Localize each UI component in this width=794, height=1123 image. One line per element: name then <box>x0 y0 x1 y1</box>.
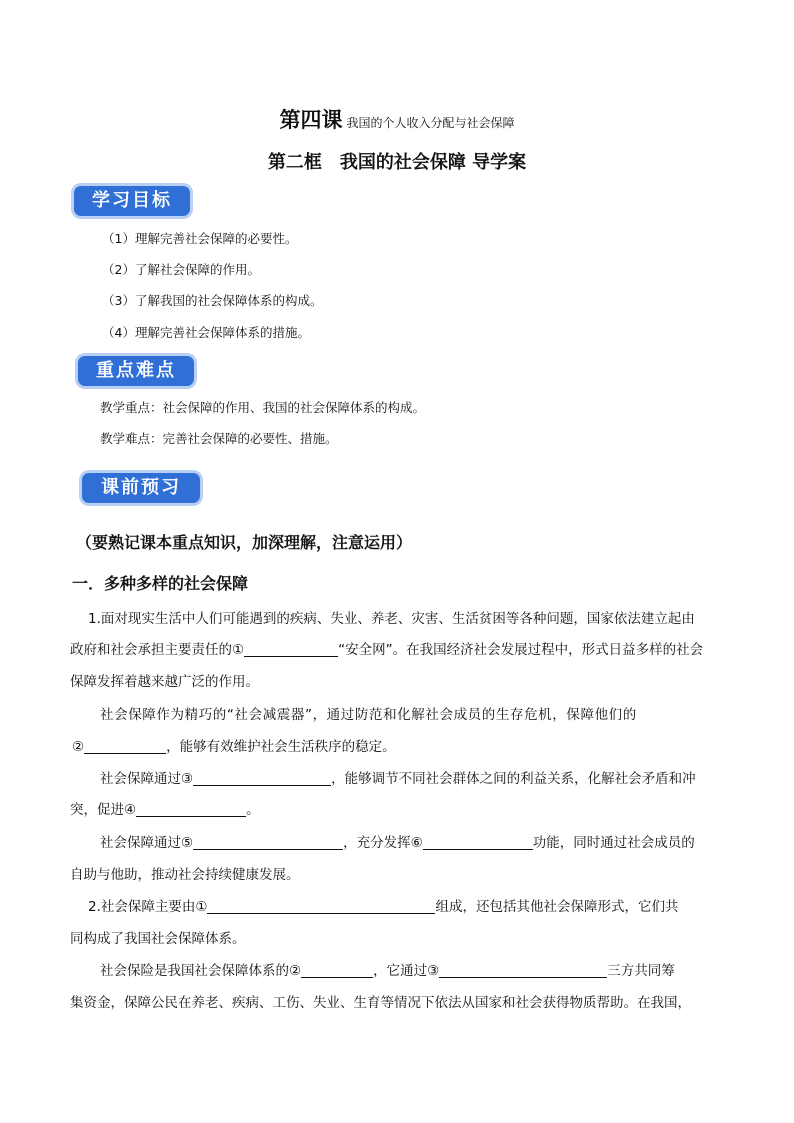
fill-blank[interactable] <box>207 899 435 914</box>
text-run: ，能够调节不同社会群体之间的利益关系，化解社会矛盾和冲 <box>331 771 696 787</box>
teaching-difficulty: 教学难点：完善社会保障的必要性、措施。 <box>100 431 338 446</box>
page-title <box>0 104 794 134</box>
text-run: 社会保险是我国社会保障体系的② <box>100 963 302 979</box>
text-run: 社会保障通过③ <box>100 771 194 787</box>
text-run: 社会保障通过⑤ <box>100 835 194 851</box>
text-run: ，它通过③ <box>373 963 440 979</box>
paragraph-line <box>100 962 675 980</box>
objective-item: （4）理解完善社会保障体系的措施。 <box>102 325 310 340</box>
text-run: 功能，同时通过社会成员的 <box>532 835 695 851</box>
text-run: 政府和社会承担主要责任的① <box>70 642 245 658</box>
objective-item: （3）了解我国的社会保障体系的构成。 <box>102 293 323 308</box>
paragraph-line: 社会保障作为精巧的“社会减震器”，通过防范和化解社会成员的生存危机，保障他们的 <box>100 707 637 723</box>
preview-note: （要熟记课本重点知识，加深理解，注意运用） <box>76 533 413 552</box>
fill-blank[interactable] <box>301 963 373 978</box>
teaching-focus: 教学重点：社会保障的作用、我国的社会保障体系的构成。 <box>100 400 426 415</box>
paragraph-line <box>100 834 695 852</box>
lesson-title: 第四课 <box>279 107 343 132</box>
fill-blank[interactable] <box>136 802 246 817</box>
fill-blank[interactable] <box>244 642 338 657</box>
paragraph-line: 同构成了我国社会保障体系。 <box>70 931 246 947</box>
paragraph-line: 自助与他助，推动社会持续健康发展。 <box>70 867 300 883</box>
objective-item: （2）了解社会保障的作用。 <box>102 262 260 277</box>
paragraph-line: 保障发挥着越来越广泛的作用。 <box>70 674 259 690</box>
document-title: 第二框 我国的社会保障 导学案 <box>267 152 527 173</box>
paragraph-line: 1.面对现实生活中人们可能遇到的疾病、失业、养老、灾害、生活贫困等各种问题，国家依法建立起由 <box>88 611 695 627</box>
fill-blank[interactable] <box>193 835 343 850</box>
fill-blank[interactable] <box>439 963 607 978</box>
fill-blank[interactable] <box>84 739 166 754</box>
key-points-badge: 重点难点 <box>78 356 194 386</box>
paragraph-line: 集资金，保障公民在养老、疾病、工伤、失业、生育等情况下依法从国家和社会获得物质帮助。在我国， <box>70 995 691 1011</box>
objectives-badge: 学习目标 <box>74 186 190 216</box>
text-run: 突，促进④ <box>70 802 137 818</box>
text-run: 组成，还包括其他社会保障形式，它们共 <box>435 899 679 915</box>
paragraph-line <box>70 641 703 659</box>
text-run: 三方共同筹 <box>607 963 675 979</box>
lesson-subtitle: 我国的个人收入分配与社会保障 <box>346 116 515 130</box>
objective-item: （1）理解完善社会保障的必要性。 <box>102 231 298 246</box>
paragraph-line <box>88 898 678 916</box>
fill-blank[interactable] <box>193 771 331 786</box>
paragraph-line <box>70 801 260 819</box>
text-run: 。 <box>246 802 260 818</box>
fill-blank[interactable] <box>423 835 533 850</box>
paragraph-line <box>100 770 696 788</box>
text-run: ，充分发挥⑥ <box>343 835 423 851</box>
text-run: ② <box>72 739 85 755</box>
section-heading: 一．多种多样的社会保障 <box>72 574 249 593</box>
paragraph-line <box>72 738 396 756</box>
text-run: ，能够有效维护社会生活秩序的稳定。 <box>166 739 396 755</box>
text-run: “安全网”。在我国经济社会发展过程中，形式日益多样的社会 <box>338 642 704 658</box>
text-run: 2.社会保障主要由① <box>88 899 208 915</box>
preview-badge: 课前预习 <box>82 473 200 503</box>
